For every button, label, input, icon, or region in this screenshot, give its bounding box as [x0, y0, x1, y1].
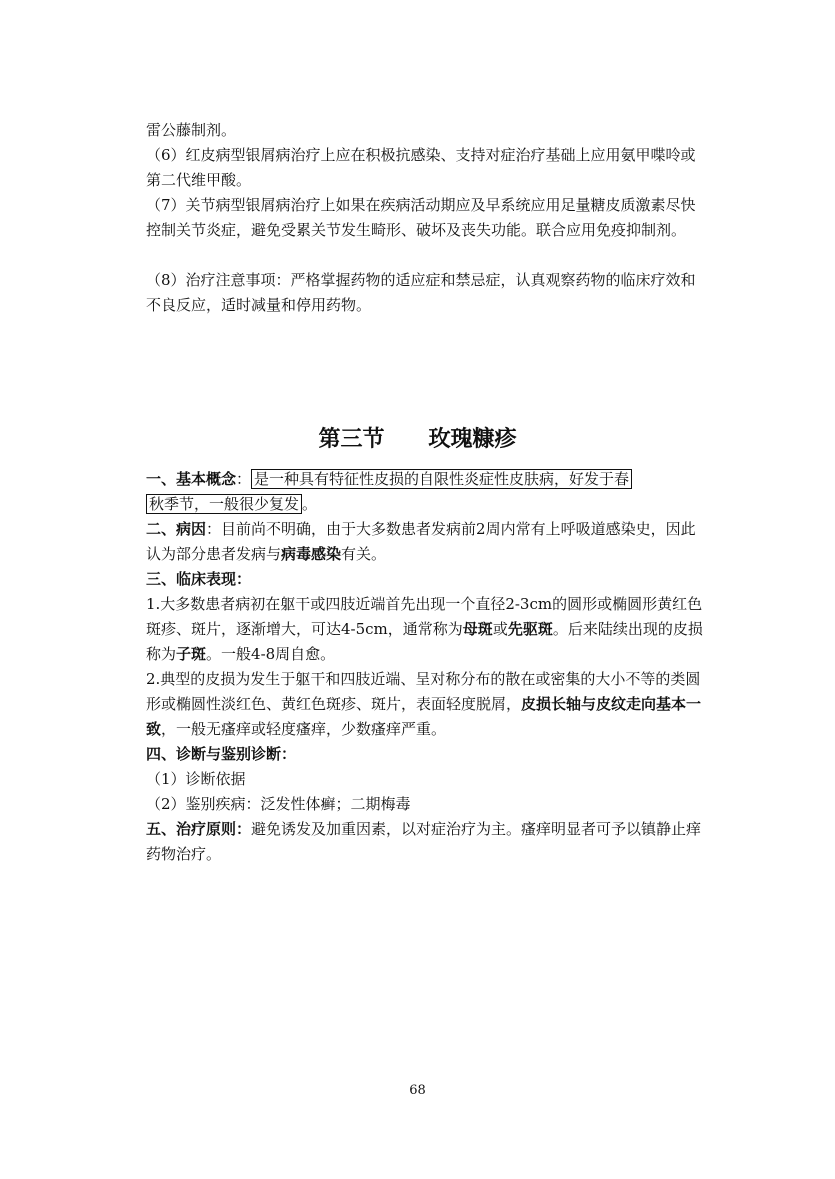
clinical-item-1: 1.大多数患者病初在躯干或四肢近端首先出现一个直径2-3cm的圆形或椭圆形黄红色斑疹、斑片，逐渐增大，可达4-5cm，通常称为母斑或先驱斑。后来陆续出现的皮损称为子斑。一般4-8周自愈。	[146, 595, 703, 663]
section-number: 第三节	[318, 427, 385, 452]
page-number: 68	[409, 1083, 426, 1098]
definition-box-line2: 秋季节，一般很少复发	[146, 494, 302, 514]
heading-etiology: 二、病因	[146, 520, 207, 538]
definition-box-line1: 是一种具有特征性皮损的自限性炎症性皮肤病，好发于春	[251, 469, 632, 489]
concept-paragraph: 一、基本概念： 是一种具有特征性皮损的自限性炎症性皮肤病，好发于春 秋季节，一般很少复发 。	[146, 467, 706, 517]
section-name: 玫瑰糠疹	[428, 427, 517, 452]
paragraph: （7）关节病型银屑病治疗上如果在疾病活动期应及早系统应用足量糖皮质激素尽快控制关节炎症，避免受累关节发生畸形、破坏及丧失功能。联合应用免疫抑制剂。	[146, 196, 696, 239]
etiology-paragraph: 二、病因：目前尚不明确，由于大多数患者发病前2周内常有上呼吸道感染史，因此认为部分患者发病与病毒感染有关。	[146, 520, 696, 563]
heading-diagnosis: 四、诊断与鉴别诊断：	[146, 745, 297, 763]
diagnosis-item-1: （1）诊断依据	[146, 770, 246, 788]
paragraph: 雷公藤制剂。	[146, 121, 237, 139]
heading-clinical: 三、临床表现：	[146, 570, 252, 588]
paragraph: （8）治疗注意事项：严格掌握药物的适应症和禁忌症，认真观察药物的临床疗效和不良反应，适时减量和停用药物。	[146, 271, 696, 314]
diagnosis-item-2: （2）鉴别疾病：泛发性体癣；二期梅毒	[146, 795, 411, 813]
heading-concept: 一、基本概念	[146, 470, 237, 488]
heading-treatment: 五、治疗原则：	[146, 820, 252, 838]
paragraph: （6）红皮病型银屑病治疗上应在积极抗感染、支持对症治疗基础上应用氨甲喋呤或第二代维甲酸。	[146, 146, 696, 189]
section-title	[0, 422, 835, 458]
clinical-item-2: 2.典型的皮损为发生于躯干和四肢近端、呈对称分布的散在或密集的大小不等的类圆形或椭圆性淡红色、黄红色斑疹、斑片，表面轻度脱屑，皮损长轴与皮纹走向基本一致，一般无瘙痒或轻度瘙痒，少数瘙痒严重。	[146, 670, 702, 738]
treatment-paragraph: 五、治疗原则：避免诱发及加重因素，以对症治疗为主。瘙痒明显者可予以镇静止痒药物治疗。	[146, 820, 702, 863]
